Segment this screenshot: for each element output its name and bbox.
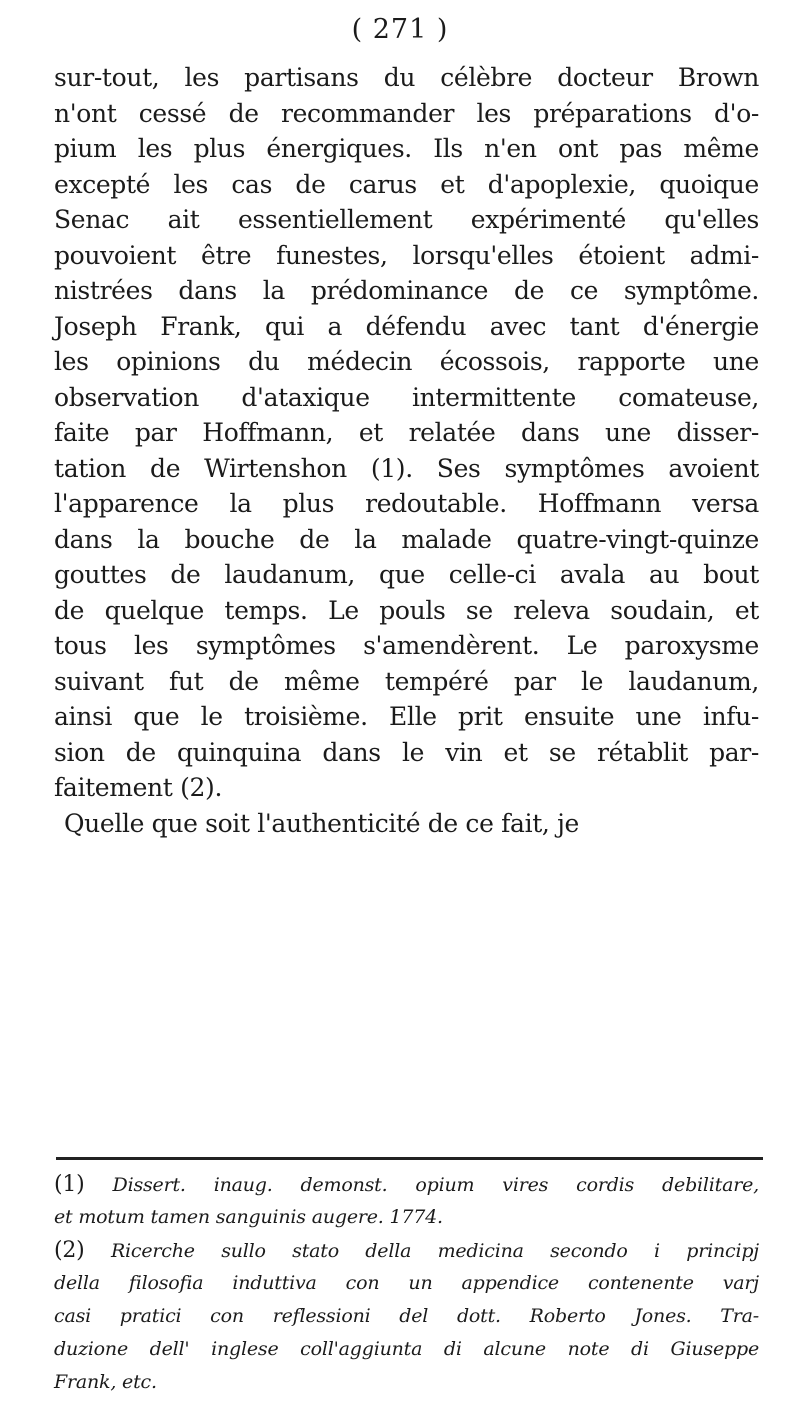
text-line: dans la bouche de la malade quatre-vingt-quinze [54, 524, 759, 554]
text-line: faitement (2). [54, 773, 223, 802]
text-line: Senac ait essentiellement expérimenté qu'elles [54, 205, 759, 234]
text-line: tation de Wirtenshon (1). Ses symptômes avoient [54, 453, 759, 483]
footnote-divider [56, 1157, 763, 1160]
footnote-text: Dissert. inaug. demonst. opium vires cordis debilitare, [84, 1174, 759, 1196]
footnote-marker: (1) [54, 1172, 85, 1197]
text-line: pium les plus énergiques. Ils n'en ont pas même [54, 134, 759, 163]
footnote-marker: (2) [54, 1238, 85, 1263]
text-line: excepté les cas de carus et d'apoplexie, quoique [54, 169, 759, 199]
text-line: de quelque temps. Le pouls se releva soudain, et [54, 595, 759, 625]
footnote-text: della filosofia induttiva con un appendice contenente varj [54, 1272, 759, 1294]
text-line: Joseph Frank, qui a défendu avec tant d'énergie [54, 311, 759, 341]
footnote-text: duzione dell' inglese coll'aggiunta di alcune note di Giuseppe [54, 1338, 759, 1360]
footnotes [54, 1168, 759, 1399]
text-line: faite par Hoffmann, et relatée dans une disser- [54, 418, 759, 447]
footnote-line [54, 1234, 759, 1267]
text-line: Quelle que soit l'authenticité de ce fait, je [64, 808, 579, 838]
page-number: ( 271 ) [351, 14, 449, 45]
footnote-text: et motum tamen sanguinis augere. 1774. [54, 1206, 443, 1228]
text-line: tous les symptômes s'amendèrent. Le paroxysme [54, 631, 759, 660]
text-line: pouvoient être funestes, lorsqu'elles étoient admi- [54, 240, 759, 270]
text-line: suivant fut de même tempéré par le laudanum, [54, 666, 759, 696]
footnote-line [54, 1333, 759, 1366]
footnote-line [54, 1267, 759, 1300]
footnote-text: casi pratici con reflessioni del dott. Roberto Jones. Tra- [54, 1305, 759, 1327]
text-line: sion de quinquina dans le vin et se rétablit par- [54, 737, 759, 767]
text-line: nistrées dans la prédominance de ce symptôme. [54, 276, 759, 305]
text-line: les opinions du médecin écossois, rapporte une [54, 347, 759, 376]
text-line: ainsi que le troisième. Elle prit ensuite une infu- [54, 702, 759, 731]
footnote-line [54, 1201, 759, 1234]
footnote-text: Ricerche sullo stato della medicina secondo i principj [84, 1240, 759, 1262]
body-text [54, 60, 759, 841]
footnote-line [54, 1366, 759, 1399]
text-line: gouttes de laudanum, que celle-ci avala au bout [54, 560, 759, 589]
footnote-line [54, 1300, 759, 1333]
text-line: observation d'ataxique intermittente comateuse, [54, 382, 759, 412]
footnote-line [54, 1168, 759, 1201]
footnote-text: Frank, etc. [54, 1371, 157, 1393]
text-line: l'apparence la plus redoutable. Hoffmann versa [54, 489, 759, 518]
text-line: sur-tout, les partisans du célèbre docteur Brown [54, 63, 759, 92]
text-line: n'ont cessé de recommander les préparations d'o- [54, 98, 759, 128]
